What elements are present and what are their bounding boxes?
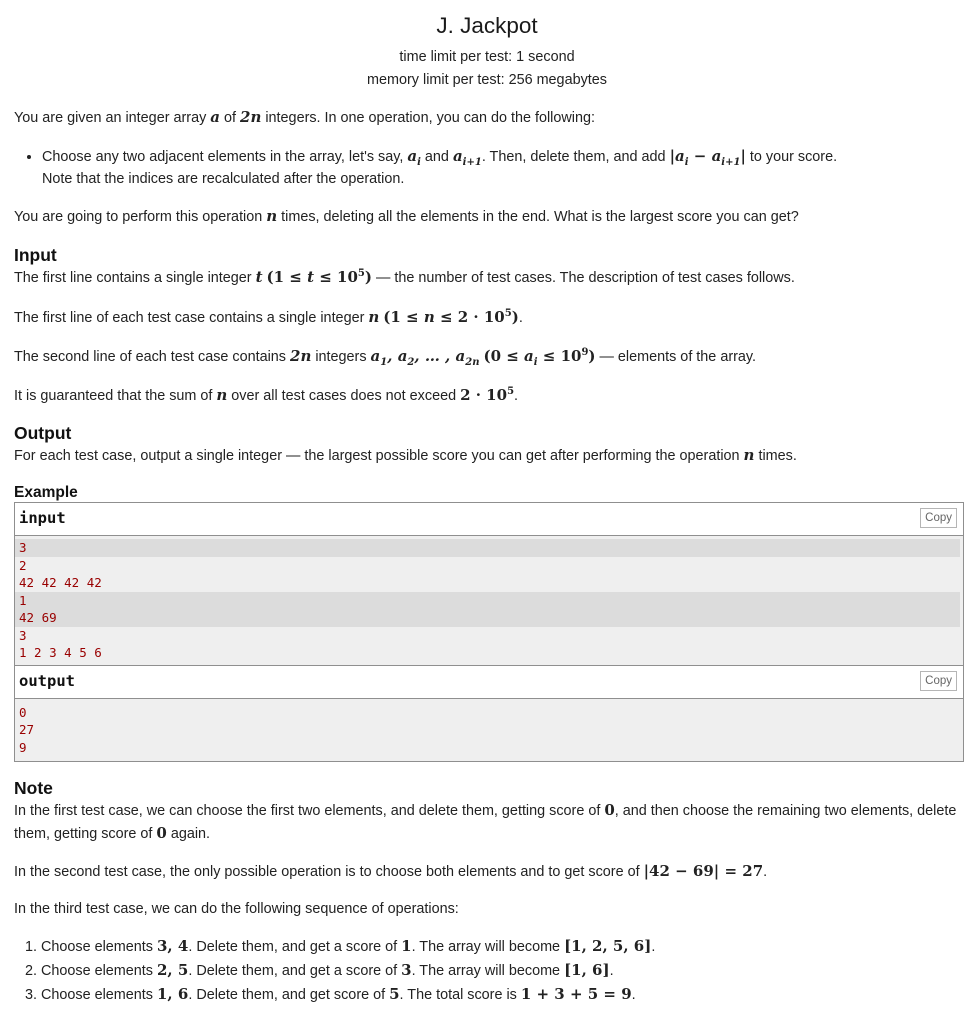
input-label: input <box>19 509 66 527</box>
note-paragraph-3: In the third test case, we can do the following sequence of operations: <box>14 901 459 917</box>
output-heading: Output <box>14 423 72 443</box>
example-heading: Example <box>14 484 78 501</box>
input-paragraph-3: The second line of each test case contains 2n integers $a_1$, $a_2$, … , $a_{2n}$ $(0 \le a_i \le 10^9)$ — elements of the array. <box>14 347 757 368</box>
statement-paragraph-2: You are going to perform this operation n times, deleting all the elements in the end. What is the largest score you can get? <box>14 207 799 225</box>
input-block <box>15 536 963 665</box>
statement-paragraph-1: You are given an integer array a of 2n integers. In one operation, you can do the following: <box>14 108 595 126</box>
input-line: 42 42 42 42 <box>19 575 102 590</box>
output-line: 27 <box>19 722 35 737</box>
note-paragraph-2: In the second test case, the only possible operation is to choose both elements and to get score of |42 − 69| = 27. <box>14 862 768 880</box>
input-line: 1 <box>15 592 960 610</box>
step-item: 2. Choose elements 2, 5. Delete them, and get a score of 3. The array will become [1, 6]. <box>41 959 960 983</box>
input-line: 2 <box>19 557 27 573</box>
step-item: 3. Choose elements 1, 6. Delete them, and get score of 5. The total score is 1 + 3 + 5 = 9. <box>41 983 960 1007</box>
copy-input-button[interactable]: Copy <box>920 508 957 528</box>
operation-item: • Choose any two adjacent elements in the array, let's say, $a_i$ and $a_{i+1}$. Then, delete them, and add $|a_i - a_{i+1}|$ to your score. Note that the indices are recalculated after the operation. <box>42 145 960 190</box>
math-abs-diff: $|a_i - a_{i+1}|$ <box>669 147 746 168</box>
output-line: 9 <box>19 739 27 755</box>
input-paragraph-1: The first line contains a single integer t $(1 \le t \le 10^5)$ — the number of test cases. The description of test cases follows. <box>14 268 795 286</box>
example-box <box>14 502 964 762</box>
output-label: output <box>19 671 75 690</box>
step-item: 1. Choose elements 3, 4. Delete them, and get a score of 1. The array will become [1, 2, 5, 6]. <box>41 935 960 959</box>
problem-title: J. Jackpot <box>436 13 538 38</box>
input-line: 1 2 3 4 5 6 <box>19 645 102 660</box>
time-limit: time limit per test: 1 second <box>399 49 575 65</box>
steps-list <box>14 935 960 1007</box>
input-paragraph-4: It is guaranteed that the sum of n over all test cases does not exceed $2 \cdot 10^5$. <box>14 386 519 404</box>
output-line: 0 <box>19 704 27 720</box>
copy-output-button[interactable]: Copy <box>920 671 957 691</box>
operation-list <box>14 145 960 190</box>
limits <box>14 46 960 92</box>
output-block <box>15 699 963 762</box>
input-paragraph-2: The first line of each test case contains a single integer n $(1 \le n \le 2 \cdot 10^5)$. <box>14 308 523 326</box>
input-line: 42 69 <box>15 609 960 627</box>
memory-limit: memory limit per test: 256 megabytes <box>367 72 607 88</box>
math-a: a <box>210 108 221 126</box>
output-header <box>15 665 963 699</box>
input-heading: Input <box>14 245 57 265</box>
math-2n: 2n <box>240 108 262 126</box>
output-paragraph: For each test case, output a single integer — the largest possible score you can get after performing the operation n times. <box>14 446 797 464</box>
input-header <box>15 503 963 536</box>
input-line: 3 <box>19 627 27 643</box>
input-line: 3 <box>15 539 960 557</box>
note-heading: Note <box>14 778 53 798</box>
note-paragraph-1: In the first test case, we can choose the first two elements, and delete them, getting score of 0, and then choose the remaining two elements, delete them, getting score of 0 again. <box>14 801 957 842</box>
